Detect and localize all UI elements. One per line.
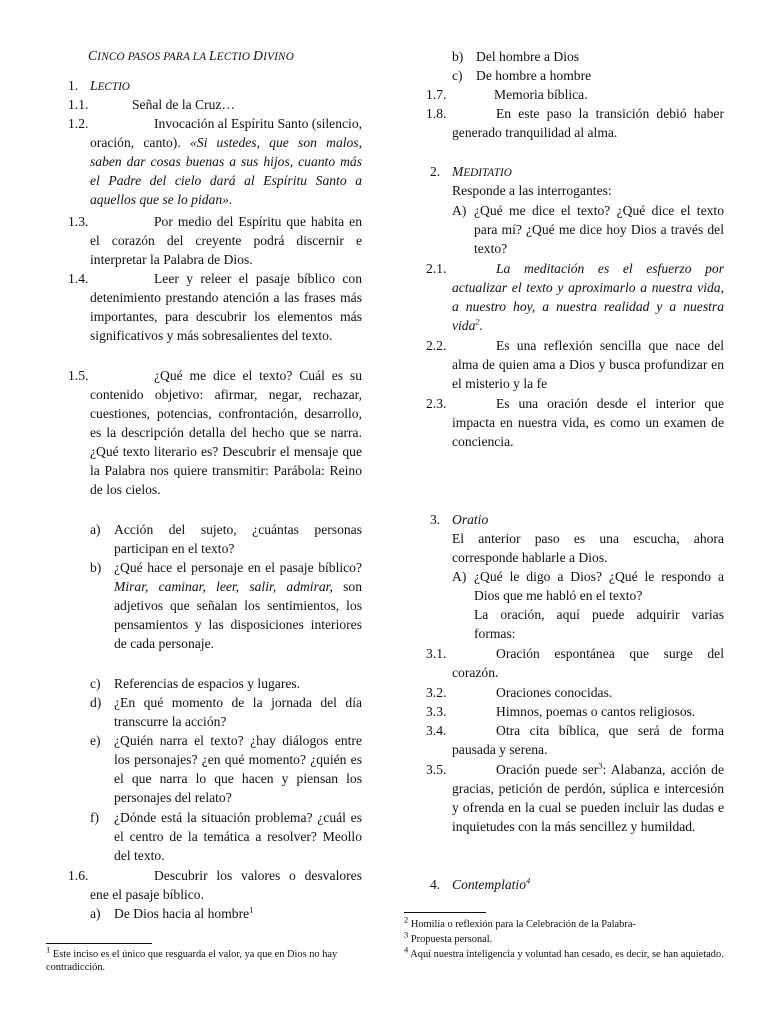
section-2-title: MEDITATIO: [452, 164, 512, 179]
item-1-5-text: ¿Qué me dice el texto? Cuál es su contenido objetivo: afirmar, negar, rechazar, cuestiones, potencias, confrontación, desarrollo, es la descripción detalla del hecho que se narra. ¿Qué texto literario es? Descubrir el mensaje que la Palabra nos quiere transmitir: Parábola: Reino de los cielos.: [90, 368, 362, 497]
page-title: CINCO PASOS PARA LA LECTIO DIVINO: [88, 48, 294, 63]
footnote-1: $^1$ Este inciso es el único que resguarda el valor, ya que en Dios no hay contradicción.: [46, 944, 338, 973]
footnote-2: $^2$ Homilía o reflexión para la Celebración de la Palabra-: [404, 914, 636, 930]
item-1-4-text: Leer y releer el pasaje bíblico con detenimiento prestando atención a las frases más importantes, para descubrir los elementos más significativos y más sobresalientes del texto.: [90, 271, 362, 343]
footnote-3: $^3$ Propuesta personal.: [404, 929, 493, 945]
item-1-8-number: 1.8.: [426, 106, 447, 121]
item-1-3-number: 1.3.: [68, 214, 89, 229]
item-1-1-text: Señal de la Cruz…: [132, 97, 236, 112]
footnote-ref: 1: [249, 904, 254, 915]
item-1-8-text: En este paso la transición debió haber generado tranquilidad al alma.: [452, 106, 724, 140]
item-3-4-text: Otra cita bíblica, que será de forma pausada y serena.: [452, 723, 724, 757]
item-1-6-text: Descubrir los valores o desvalores ene el pasaje bíblico.: [90, 868, 362, 902]
section-2-intro: Responde a las interrogantes:: [452, 183, 612, 198]
section-4-title: Contemplatio$^4$: [452, 875, 531, 892]
section-1-number: 1.: [68, 78, 79, 93]
item-3-3-text: Himnos, poemas o cantos religiosos.: [496, 704, 696, 719]
item-3-1-number: 3.1.: [426, 646, 447, 661]
footnote-4: $^4$ Aquí nuestra inteligencia y voluntad han cesado, es decir, se han aquietado.: [404, 944, 724, 960]
item-1-2-number: 1.2.: [68, 116, 89, 131]
item-3-2-number: 3.2.: [426, 685, 447, 700]
footnote-divider: [404, 912, 486, 913]
item-3-2-text: Oraciones conocidas.: [496, 685, 613, 700]
item-1-7-text: Memoria bíblica.: [494, 87, 588, 102]
item-1-3-text: Por medio del Espíritu que habita en el corazón del creyente podrá discernir e interpretar la Palabra de Dios.: [90, 214, 362, 267]
item-3-3-number: 3.3.: [426, 704, 447, 719]
section-3-number: 3.: [430, 512, 441, 527]
footnote-divider: [46, 943, 152, 944]
item-3-4-number: 3.4.: [426, 723, 447, 738]
item-1-2-text: Invocación al Espíritu Santo (silencio, oración, canto). «Si ustedes, que son malos, saben dar cosas buenas a sus hijos, cuanto más el Padre del cielo dará al Espíritu Santo a aquellos que se lo pidan».: [90, 116, 363, 207]
footnote-ref: 3: [598, 760, 603, 771]
section-2-number: 2.: [430, 164, 441, 179]
item-2-3-number: 2.3.: [426, 396, 447, 411]
item-1-7-number: 1.7.: [426, 87, 447, 102]
section-3-title: Oratio: [452, 512, 489, 527]
section-1-title: LECTIO: [90, 78, 130, 93]
item-3-5-text: Oración puede ser$^3$: Alabanza, acción de gracias, petición de perdón, súplica e intercesión y ofrenda en la cual se pueden incluir las dudas e inquietudes con la más sencillez y humildad.: [452, 760, 725, 834]
item-1-1-number: 1.1.: [68, 97, 89, 112]
item-2-1-text: La meditación es el esfuerzo por actualizar el texto y aproximarlo a nuestra vida, a nuestro hoy, a nuestra realidad y a nuestra vida$^2$.: [452, 261, 724, 333]
item-1-6-number: 1.6.: [68, 868, 89, 883]
section-4-number: 4.: [430, 877, 441, 892]
item-2-2-text: Es una reflexión sencilla que nace del alma de quien ama a Dios y busca profundizar en el misterio y la fe: [452, 338, 724, 391]
section-3-intro: El anterior paso es una escucha, ahora corresponde hablarle a Dios.: [452, 531, 724, 565]
item-1-5-number: 1.5.: [68, 368, 89, 383]
item-1-4-number: 1.4.: [68, 271, 89, 286]
item-3-5-number: 3.5.: [426, 762, 447, 777]
footnote-ref: 4: [526, 875, 531, 886]
footnote-ref: 2: [475, 316, 480, 327]
item-2-3-text: Es una oración desde el interior que impacta en nuestra vida, es como un examen de conciencia.: [452, 396, 724, 449]
item-2-2-number: 2.2.: [426, 338, 447, 353]
item-3-1-text: Oración espontánea que surge del corazón.: [452, 646, 724, 680]
item-2-1-number: 2.1.: [426, 261, 447, 276]
